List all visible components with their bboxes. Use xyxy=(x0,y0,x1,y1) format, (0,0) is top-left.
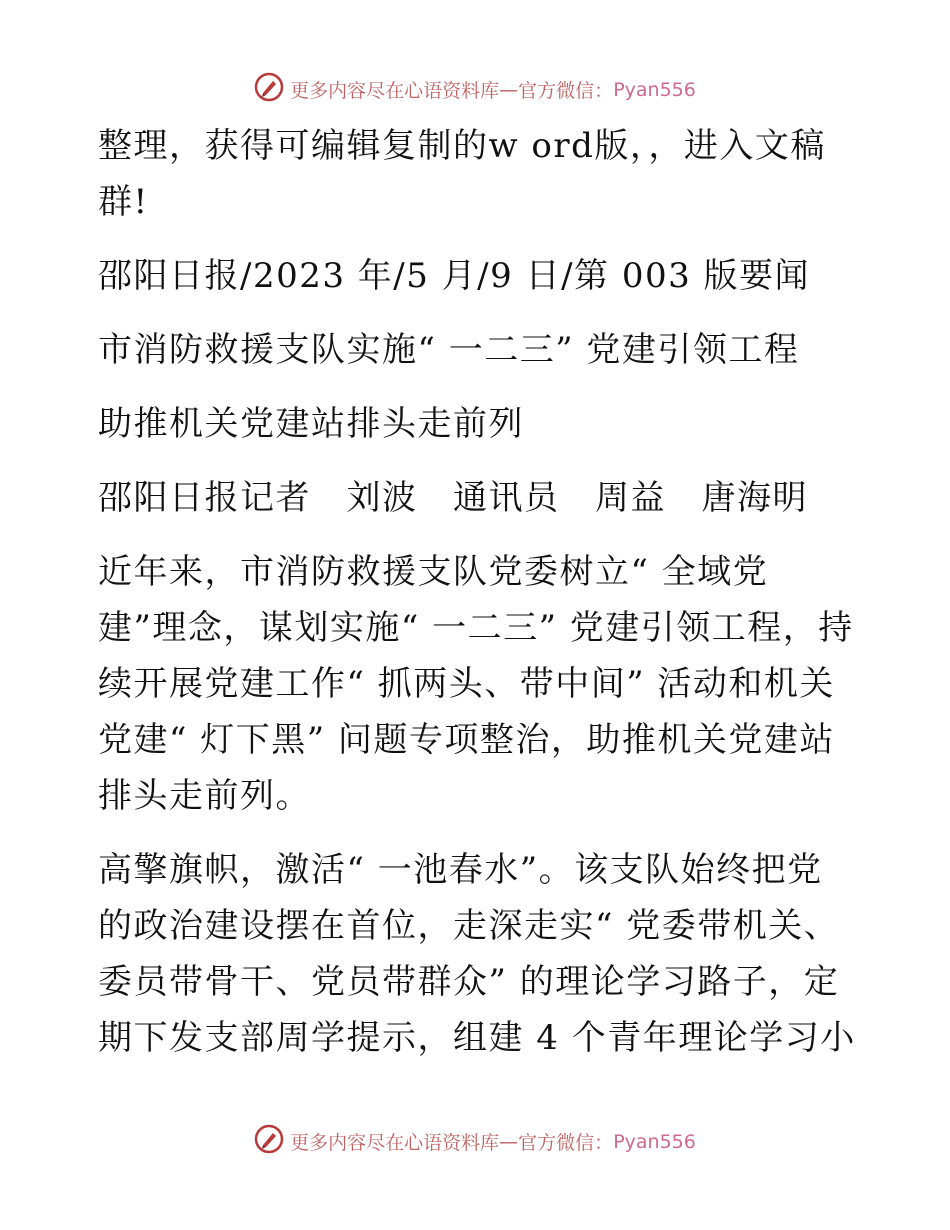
byline: 邵阳日报记者 刘波 通讯员 周益 唐海明 xyxy=(98,478,808,518)
paragraph-intro: 整理，获得可编辑复制的w ord版，，进入文稿群! xyxy=(98,126,826,222)
watermark-brand: 更多内容尽在心语资料库 xyxy=(290,80,500,102)
document-body xyxy=(98,118,858,1066)
watermark-official: 官方微信： xyxy=(518,80,614,102)
headline-main: 市消防救援支队实施“ 一二三” 党建引领工程 xyxy=(98,330,800,370)
watermark-separator: — xyxy=(499,78,519,101)
watermark-brand: 更多内容尽在心语资料库 xyxy=(290,1132,500,1154)
watermark-header xyxy=(0,72,950,107)
paragraph-body-1: 近年来，市消防救援支队党委树立“ 全域党建”理念，谋划实施“ 一二三” 党建引领工程，持续开展党建工作“ 抓两头、带中间” 活动和机关党建“ 灯下黑” 问题专项整治，助推机关党建站排头走前列。 xyxy=(98,552,854,816)
paragraph-body-2: 高擎旗帜，激活“ 一池春水”。该支队始终把党的政治建设摆在首位，走深走实“ 党委带机关、委员带骨干、党员带群众” 的理论学习路子，定期下发支部周学提示，组建 4 个青年理论学习小 xyxy=(98,850,856,1058)
watermark-separator: — xyxy=(499,1130,519,1153)
pen-badge-icon xyxy=(254,72,284,107)
watermark-account: Pyan556 xyxy=(613,1130,696,1153)
paragraph-source: 邵阳日报/2023 年/5 月/9 日/第 003 版要闻 xyxy=(98,256,811,296)
watermark-account: Pyan556 xyxy=(613,78,696,101)
watermark-footer xyxy=(0,1124,950,1159)
headline-sub: 助推机关党建站排头走前列 xyxy=(98,404,524,444)
watermark-official: 官方微信： xyxy=(518,1132,614,1154)
pen-badge-icon xyxy=(254,1124,284,1159)
